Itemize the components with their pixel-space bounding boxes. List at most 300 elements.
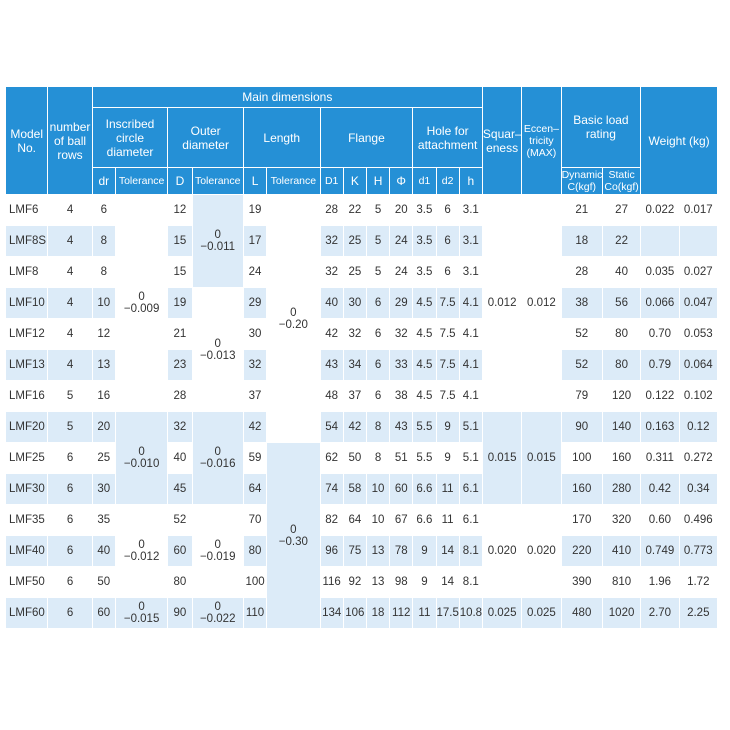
header-main-dimensions: Main dimensions <box>93 87 482 107</box>
tol-bottom: −0.013 <box>199 349 236 362</box>
D-tolerance-cell <box>193 195 243 287</box>
cell: 0.035 <box>641 257 678 287</box>
cell: 9 <box>437 443 459 473</box>
table-row <box>6 412 717 442</box>
cell: 22 <box>344 195 366 225</box>
header-dynamic: Dynamic C(kgf) <box>561 169 603 193</box>
cell: 390 <box>562 567 602 597</box>
cell: 21 <box>168 319 191 349</box>
cell: 4 <box>48 226 91 256</box>
cell: 25 <box>344 257 366 287</box>
model-cell: LMF50 <box>6 567 47 597</box>
model-cell: LMF8 <box>6 257 47 287</box>
cell: 160 <box>562 474 602 504</box>
cell: 10 <box>367 474 389 504</box>
cell: 6 <box>48 505 91 535</box>
header-dr-tolerance: Tolerance <box>116 168 167 194</box>
D-tolerance-cell <box>193 288 243 411</box>
cell: 9 <box>413 567 435 597</box>
cell: 0.60 <box>641 505 678 535</box>
cell: 98 <box>390 567 412 597</box>
D-tolerance-cell <box>193 598 243 628</box>
header-d1: d1 <box>413 168 435 194</box>
squareness-cell: 0.015 <box>483 412 521 504</box>
cell: 17.5 <box>437 598 459 628</box>
cell: 28 <box>168 381 191 411</box>
cell: 4.5 <box>413 381 435 411</box>
cell: 24 <box>390 226 412 256</box>
cell: 320 <box>603 505 640 535</box>
L-tolerance-cell <box>267 443 319 628</box>
model-cell: LMF60 <box>6 598 47 628</box>
table-row <box>6 474 717 504</box>
cell: 134 <box>321 598 343 628</box>
cell: 7.5 <box>437 381 459 411</box>
table-row <box>6 598 717 628</box>
cell: 64 <box>344 505 366 535</box>
model-cell: LMF30 <box>6 474 47 504</box>
cell: 30 <box>244 319 266 349</box>
cell: 51 <box>390 443 412 473</box>
cell: 4 <box>48 350 91 380</box>
cell: 60 <box>93 598 115 628</box>
squareness-cell: 0.025 <box>483 598 521 628</box>
table-row <box>6 319 717 349</box>
model-cell: LMF10 <box>6 288 47 318</box>
cell: 100 <box>244 567 266 597</box>
cell: 100 <box>562 443 602 473</box>
header-h: h <box>460 168 482 194</box>
cell: 67 <box>390 505 412 535</box>
cell: 8 <box>367 443 389 473</box>
dr-tolerance-cell <box>116 505 167 597</box>
cell: 48 <box>321 381 343 411</box>
cell: 116 <box>321 567 343 597</box>
cell: 7.5 <box>437 288 459 318</box>
cell: 0.163 <box>641 412 678 442</box>
cell: 5.1 <box>460 443 482 473</box>
cell: 14 <box>437 536 459 566</box>
cell: 8 <box>367 412 389 442</box>
cell: 54 <box>321 412 343 442</box>
cell: 6.6 <box>413 474 435 504</box>
tol-bottom: −0.009 <box>123 303 160 315</box>
cell: 12 <box>168 195 191 225</box>
cell: 28 <box>562 257 602 287</box>
cell: 6 <box>367 350 389 380</box>
cell: 45 <box>168 474 191 504</box>
header-static: Static Co(kgf) <box>604 169 639 193</box>
cell: 5.1 <box>460 412 482 442</box>
cell: 0.022 <box>641 195 678 225</box>
cell: 8.1 <box>460 536 482 566</box>
cell: 80 <box>244 536 266 566</box>
cell: 13 <box>367 536 389 566</box>
tol-top: 0 <box>138 291 145 303</box>
cell: 6.1 <box>460 505 482 535</box>
header-flange: Flange <box>321 108 413 167</box>
model-cell: LMF40 <box>6 536 47 566</box>
model-cell: LMF6 <box>6 195 47 225</box>
cell: 3.5 <box>413 226 435 256</box>
tol-top: 0 <box>214 229 221 241</box>
cell: 4.1 <box>460 319 482 349</box>
cell: 4 <box>48 257 91 287</box>
D-tolerance-cell <box>193 412 243 504</box>
cell: 50 <box>344 443 366 473</box>
cell: 5 <box>367 195 389 225</box>
cell: 40 <box>93 536 115 566</box>
header-weight: Weight (kg) <box>641 87 717 194</box>
tol-top: 0 <box>138 446 145 458</box>
tol-bottom: −0.022 <box>199 613 236 625</box>
cell: 10 <box>367 505 389 535</box>
cell: 1020 <box>603 598 640 628</box>
cell: 0.027 <box>680 257 717 287</box>
tol-top: 0 <box>214 601 221 613</box>
cell: 9 <box>413 536 435 566</box>
cell: 9 <box>437 412 459 442</box>
eccentricity-cell: 0.012 <box>522 195 560 411</box>
cell: 3.1 <box>460 257 482 287</box>
cell: 42 <box>321 319 343 349</box>
cell: 7.5 <box>437 319 459 349</box>
cell: 0.053 <box>680 319 717 349</box>
cell: 110 <box>244 598 266 628</box>
table-row <box>6 195 717 225</box>
cell: 0.122 <box>641 381 678 411</box>
cell: 8 <box>93 257 115 287</box>
cell: 2.25 <box>680 598 717 628</box>
cell: 32 <box>321 226 343 256</box>
eccentricity-cell: 0.025 <box>522 598 560 628</box>
cell: 8 <box>93 226 115 256</box>
cell: 4 <box>48 288 91 318</box>
cell: 13 <box>93 350 115 380</box>
cell: 5 <box>367 226 389 256</box>
header-length: Length <box>244 108 320 167</box>
cell: 90 <box>168 598 191 628</box>
cell: 0.102 <box>680 381 717 411</box>
model-cell: LMF20 <box>6 412 47 442</box>
tol-top: 0 <box>290 306 297 319</box>
cell: 18 <box>562 226 602 256</box>
cell: 120 <box>603 381 640 411</box>
cell: 4.1 <box>460 350 482 380</box>
cell: 43 <box>321 350 343 380</box>
cell: 4 <box>48 195 91 225</box>
cell: 35 <box>93 505 115 535</box>
cell: 480 <box>562 598 602 628</box>
cell: 42 <box>344 412 366 442</box>
cell: 0.42 <box>641 474 678 504</box>
cell <box>680 226 717 256</box>
cell: 0.496 <box>680 505 717 535</box>
cell: 0.70 <box>641 319 678 349</box>
cell: 10.8 <box>460 598 482 628</box>
header-hole: Hole for attachment <box>413 108 482 167</box>
cell: 25 <box>344 226 366 256</box>
cell: 6 <box>93 195 115 225</box>
cell: 52 <box>168 505 191 535</box>
cell: 38 <box>562 288 602 318</box>
cell: 29 <box>390 288 412 318</box>
cell: 32 <box>321 257 343 287</box>
cell: 6 <box>48 443 91 473</box>
cell: 21 <box>562 195 602 225</box>
tol-top: 0 <box>138 539 145 551</box>
header-model: Model No. <box>6 87 47 194</box>
cell: 11 <box>437 474 459 504</box>
cell: 37 <box>344 381 366 411</box>
tol-bottom: −0.20 <box>278 318 308 331</box>
cell: 28 <box>321 195 343 225</box>
cell: 90 <box>562 412 602 442</box>
L-tolerance-cell <box>267 195 319 442</box>
cell: 25 <box>93 443 115 473</box>
cell: 160 <box>603 443 640 473</box>
cell: 4.5 <box>413 350 435 380</box>
header-eccentricity: Eccen– tricity (MAX) <box>522 87 560 194</box>
cell: 106 <box>344 598 366 628</box>
cell: 11 <box>413 598 435 628</box>
tol-top: 0 <box>214 337 221 350</box>
D-tolerance-cell <box>193 505 243 597</box>
cell: 52 <box>562 350 602 380</box>
cell: 4.1 <box>460 288 482 318</box>
header-inscribed: Inscribed circle diameter <box>93 108 168 167</box>
cell: 20 <box>390 195 412 225</box>
tol-top: 0 <box>214 446 221 458</box>
cell: 78 <box>390 536 412 566</box>
cell: 24 <box>390 257 412 287</box>
header-D-tolerance: Tolerance <box>193 168 243 194</box>
cell: 6.6 <box>413 505 435 535</box>
cell: 10 <box>93 288 115 318</box>
header-L-tolerance: Tolerance <box>267 168 319 194</box>
cell: 0.311 <box>641 443 678 473</box>
dr-tolerance-cell <box>116 412 167 504</box>
cell: 0.272 <box>680 443 717 473</box>
cell: 32 <box>390 319 412 349</box>
cell: 40 <box>168 443 191 473</box>
tol-bottom: −0.015 <box>123 613 160 625</box>
tol-top: 0 <box>214 539 221 551</box>
header-ball-rows: number of ball rows <box>48 87 91 194</box>
cell: 14 <box>437 567 459 597</box>
cell: 62 <box>321 443 343 473</box>
cell: 5 <box>48 412 91 442</box>
cell: 24 <box>244 257 266 287</box>
tol-bottom: −0.011 <box>200 241 236 253</box>
cell: 17 <box>244 226 266 256</box>
cell: 0.773 <box>680 536 717 566</box>
cell: 80 <box>603 350 640 380</box>
cell: 56 <box>603 288 640 318</box>
cell: 8.1 <box>460 567 482 597</box>
cell: 6 <box>48 474 91 504</box>
cell: 16 <box>93 381 115 411</box>
model-cell: LMF12 <box>6 319 47 349</box>
cell: 1.96 <box>641 567 678 597</box>
table-row <box>6 257 717 287</box>
header-H: H <box>367 168 389 194</box>
cell: 220 <box>562 536 602 566</box>
cell: 13 <box>367 567 389 597</box>
cell: 6 <box>367 288 389 318</box>
cell: 0.34 <box>680 474 717 504</box>
cell: 4.5 <box>413 319 435 349</box>
cell: 112 <box>390 598 412 628</box>
cell: 0.047 <box>680 288 717 318</box>
cell: 80 <box>603 319 640 349</box>
cell: 52 <box>562 319 602 349</box>
cell: 0.749 <box>641 536 678 566</box>
cell: 4.5 <box>413 288 435 318</box>
cell: 140 <box>603 412 640 442</box>
cell: 34 <box>344 350 366 380</box>
cell: 50 <box>93 567 115 597</box>
cell: 4 <box>48 319 91 349</box>
dr-tolerance-cell <box>116 195 167 411</box>
cell: 60 <box>390 474 412 504</box>
cell: 3.5 <box>413 195 435 225</box>
lmf-spec-table <box>5 86 718 629</box>
cell: 0.064 <box>680 350 717 380</box>
cell: 6 <box>437 257 459 287</box>
model-cell: LMF16 <box>6 381 47 411</box>
header-K: K <box>344 168 366 194</box>
cell: 6 <box>48 567 91 597</box>
cell: 0.79 <box>641 350 678 380</box>
dr-tolerance-cell <box>116 598 167 628</box>
header-basic-load: Basic load rating <box>562 87 641 167</box>
header-D: D <box>168 168 191 194</box>
cell: 32 <box>168 412 191 442</box>
cell: 96 <box>321 536 343 566</box>
tol-bottom: −0.019 <box>199 551 236 563</box>
cell: 42 <box>244 412 266 442</box>
cell: 810 <box>603 567 640 597</box>
model-cell: LMF35 <box>6 505 47 535</box>
cell: 30 <box>344 288 366 318</box>
tol-bottom: −0.30 <box>278 535 308 548</box>
cell: 18 <box>367 598 389 628</box>
cell: 59 <box>244 443 266 473</box>
cell: 20 <box>93 412 115 442</box>
tol-bottom: −0.010 <box>123 458 160 470</box>
cell: 22 <box>603 226 640 256</box>
model-cell: LMF8S <box>6 226 47 256</box>
header-dr: dr <box>93 168 115 194</box>
cell: 19 <box>244 195 266 225</box>
cell: 70 <box>244 505 266 535</box>
cell: 6 <box>367 319 389 349</box>
cell: 40 <box>603 257 640 287</box>
squareness-cell: 0.020 <box>483 505 521 597</box>
cell: 64 <box>244 474 266 504</box>
cell: 7.5 <box>437 350 459 380</box>
table-row <box>6 381 717 411</box>
cell: 79 <box>562 381 602 411</box>
cell: 92 <box>344 567 366 597</box>
cell: 74 <box>321 474 343 504</box>
model-cell: LMF25 <box>6 443 47 473</box>
cell: 33 <box>390 350 412 380</box>
tol-bottom: −0.016 <box>199 458 236 470</box>
cell: 5.5 <box>413 412 435 442</box>
model-cell: LMF13 <box>6 350 47 380</box>
tol-bottom: −0.012 <box>123 551 160 563</box>
cell: 0.017 <box>680 195 717 225</box>
cell: 30 <box>93 474 115 504</box>
cell: 5.5 <box>413 443 435 473</box>
cell: 80 <box>168 567 191 597</box>
cell: 12 <box>93 319 115 349</box>
cell: 6 <box>437 195 459 225</box>
cell: 37 <box>244 381 266 411</box>
tol-top: 0 <box>138 601 145 613</box>
cell: 0.12 <box>680 412 717 442</box>
table-row <box>6 567 717 597</box>
table-row <box>6 536 717 566</box>
cell: 15 <box>168 226 191 256</box>
cell: 32 <box>344 319 366 349</box>
cell: 40 <box>321 288 343 318</box>
cell <box>641 226 678 256</box>
tol-top: 0 <box>290 523 297 536</box>
cell: 6 <box>437 226 459 256</box>
table-row <box>6 288 717 318</box>
cell: 75 <box>344 536 366 566</box>
cell: 27 <box>603 195 640 225</box>
table-row <box>6 350 717 380</box>
cell: 19 <box>168 288 191 318</box>
cell: 6 <box>48 598 91 628</box>
cell: 280 <box>603 474 640 504</box>
cell: 5 <box>367 257 389 287</box>
cell: 2.70 <box>641 598 678 628</box>
header-d2: d2 <box>437 168 459 194</box>
cell: 58 <box>344 474 366 504</box>
cell: 15 <box>168 257 191 287</box>
cell: 6.1 <box>460 474 482 504</box>
cell: 3.5 <box>413 257 435 287</box>
cell: 1.72 <box>680 567 717 597</box>
table-row <box>6 443 717 473</box>
cell: 170 <box>562 505 602 535</box>
cell: 38 <box>390 381 412 411</box>
squareness-cell: 0.012 <box>483 195 521 411</box>
eccentricity-cell: 0.015 <box>522 412 560 504</box>
header-outer: Outer diameter <box>168 108 243 167</box>
cell: 0.066 <box>641 288 678 318</box>
cell: 4.1 <box>460 381 482 411</box>
eccentricity-cell: 0.020 <box>522 505 560 597</box>
cell: 3.1 <box>460 226 482 256</box>
cell: 60 <box>168 536 191 566</box>
cell: 5 <box>48 381 91 411</box>
cell: 3.1 <box>460 195 482 225</box>
cell: 43 <box>390 412 412 442</box>
header-squareness: Squar– eness <box>483 87 521 194</box>
table-row <box>6 505 717 535</box>
table-row <box>6 226 717 256</box>
cell: 11 <box>437 505 459 535</box>
cell: 82 <box>321 505 343 535</box>
header-L: L <box>244 168 266 194</box>
cell: 410 <box>603 536 640 566</box>
